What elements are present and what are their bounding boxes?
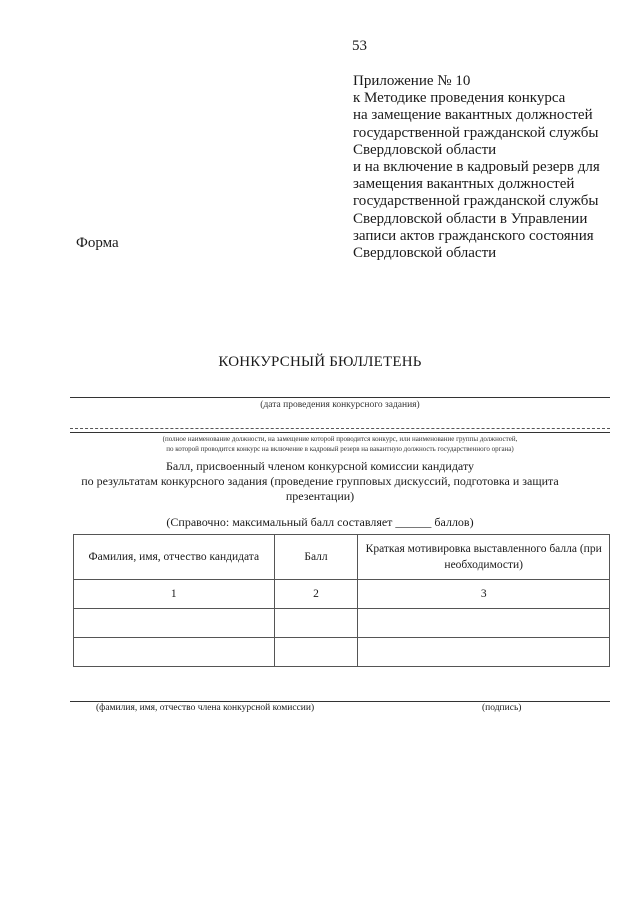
page-number: 53 bbox=[352, 38, 367, 54]
score-cell[interactable] bbox=[274, 609, 358, 638]
candidate-table bbox=[73, 534, 610, 667]
column-number: 2 bbox=[274, 580, 358, 609]
score-description-line: презентации) bbox=[285, 489, 355, 503]
ballot-title: КОНКУРСНЫЙ БЮЛЛЕТЕНЬ bbox=[218, 354, 422, 370]
score-cell[interactable] bbox=[274, 638, 358, 667]
form-label: Форма bbox=[76, 235, 119, 251]
motivation-cell[interactable] bbox=[358, 609, 610, 638]
appendix-header bbox=[353, 73, 623, 262]
appendix-line: записи актов гражданского состояния bbox=[353, 227, 594, 244]
appendix-line: Свердловской области bbox=[353, 141, 497, 158]
position-caption bbox=[70, 434, 610, 454]
position-caption-line: (полное наименование должности, на замещение которой проводится конкурс, или наименование группы должностей, bbox=[162, 435, 518, 443]
header-score: Балл bbox=[274, 535, 358, 580]
date-line[interactable] bbox=[70, 397, 610, 398]
table-numbering-row bbox=[74, 580, 610, 609]
candidate-name-cell[interactable] bbox=[74, 638, 275, 667]
position-line[interactable] bbox=[70, 432, 610, 433]
member-name-caption: (фамилия, имя, отчество члена конкурсной комиссии) bbox=[96, 703, 315, 713]
appendix-line: Свердловской области в Управлении bbox=[353, 210, 588, 227]
appendix-line: Приложение № 10 bbox=[353, 73, 471, 89]
appendix-line: государственной гражданской службы bbox=[353, 124, 599, 141]
table-row bbox=[74, 638, 610, 667]
header-motivation: Краткая мотивировка выставленного балла (при необходимости) bbox=[358, 535, 610, 580]
signature-caption: (подпись) bbox=[482, 703, 522, 713]
candidate-name-cell[interactable] bbox=[74, 609, 275, 638]
table-header-row bbox=[74, 535, 610, 580]
reference-note: (Справочно: максимальный балл составляет ______ баллов) bbox=[166, 515, 474, 529]
column-number: 3 bbox=[358, 580, 610, 609]
appendix-line: на замещение вакантных должностей bbox=[353, 107, 593, 124]
appendix-line: государственной гражданской службы bbox=[353, 193, 599, 210]
column-number: 1 bbox=[74, 580, 275, 609]
header-candidate-name: Фамилия, имя, отчество кандидата bbox=[74, 535, 275, 580]
appendix-line: Свердловской области bbox=[353, 245, 497, 262]
appendix-line: и на включение в кадровый резерв для bbox=[353, 159, 600, 176]
position-line-upper bbox=[70, 428, 610, 429]
motivation-cell[interactable] bbox=[358, 638, 610, 667]
position-caption-line: по которой проводится конкурс на включение в кадровый резерв на вакантную должность государственного органа) bbox=[166, 445, 514, 453]
appendix-line: замещения вакантных должностей bbox=[353, 176, 575, 193]
table-row bbox=[74, 609, 610, 638]
score-description-line: Балл, присвоенный членом конкурсной комиссии кандидату bbox=[165, 459, 475, 473]
signature-line[interactable] bbox=[70, 701, 610, 702]
date-caption: (дата проведения конкурсного задания) bbox=[260, 400, 420, 410]
appendix-line: к Методике проведения конкурса bbox=[353, 90, 566, 107]
score-description bbox=[70, 459, 570, 504]
score-description-line: по результатам конкурсного задания (проведение групповых дискуссий, подготовка и защита bbox=[81, 474, 559, 488]
